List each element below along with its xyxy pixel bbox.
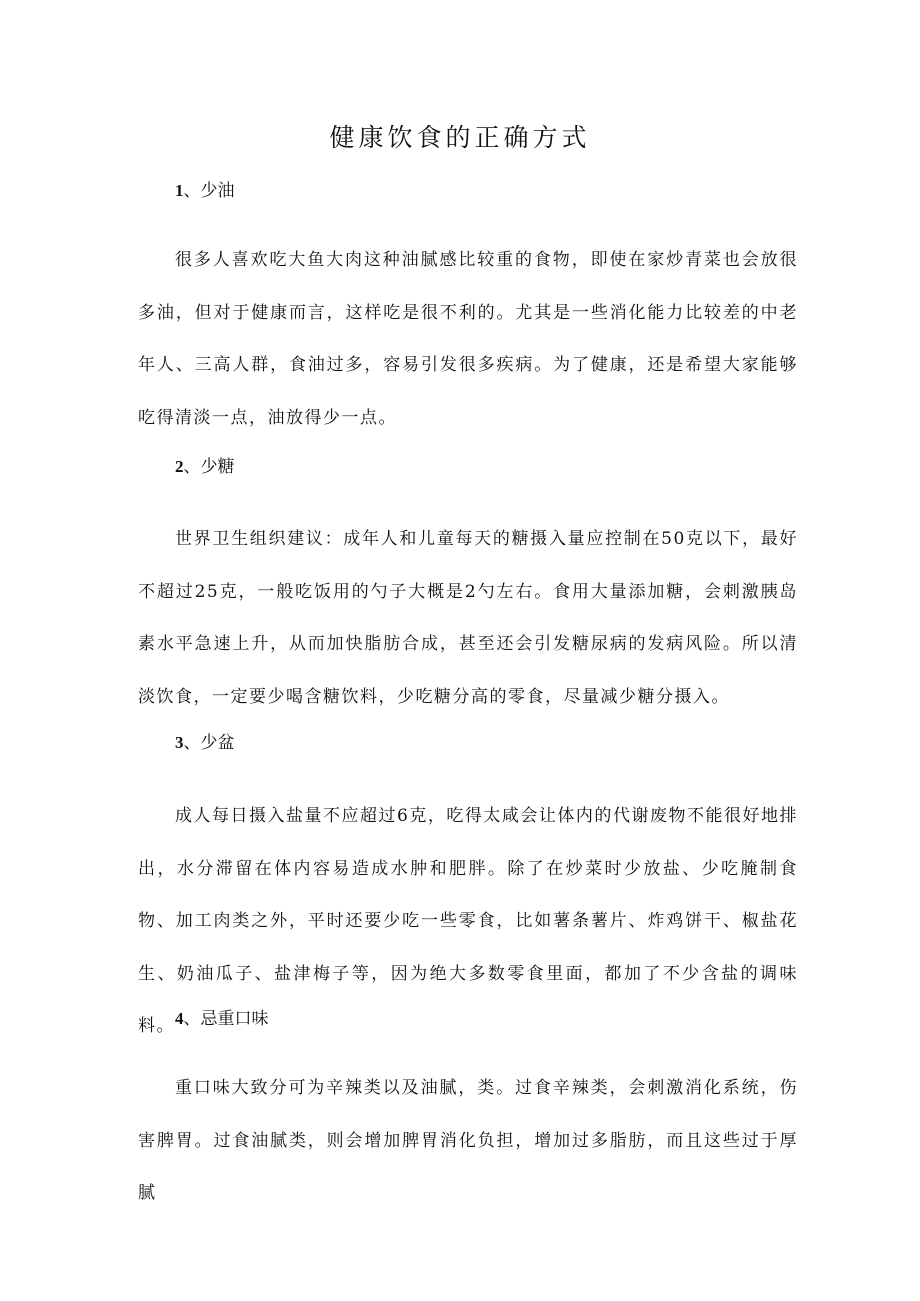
section-paragraph: 重口味大致分可为辛辣类以及油腻，类。过食辛辣类，会刺激消化系统，伤害脾胃。过食油腻类，则会增加脾胃消化负担，增加过多脂肪，而且这些过于厚腻 [138,1078,798,1203]
section-separator: 、 [183,457,201,477]
section-heading [175,452,235,482]
section-separator: 、 [183,181,201,201]
section-number: 4 [175,1009,184,1028]
document-title: 健康饮食的正确方式 [329,123,591,152]
section-number: 2 [175,457,184,476]
section-heading-text: 少糖 [200,457,235,477]
section-heading-text: 少油 [200,181,235,201]
section-heading-text: 忌重口味 [200,1009,269,1029]
section-heading [175,176,235,206]
section-paragraph: 很多人喜欢吃大鱼大肉这种油腻感比较重的食物，即使在家炒青菜也会放很多油，但对于健康而言，这样吃是很不利的。尤其是一些消化能力比较差的中老年人、三高人群，食油过多，容易引发很多疾病。为了健康，还是希望大家能够吃得清淡一点，油放得少一点。 [138,250,798,428]
section-number: 3 [175,733,184,752]
section-separator: 、 [183,733,201,753]
section-heading [175,728,235,758]
section-paragraph: 世界卫生组织建议：成年人和儿童每天的糖摄入量应控制在50克以下，最好不超过25克，一般吃饭用的勺子大概是2勺左右。食用大量添加糖，会刺激胰岛素水平急速上升，从而加快脂肪合成，甚至还会引发糖尿病的发病风险。所以清淡饮食，一定要少喝含糖饮料，少吃糖分高的零食，尽量减少糖分摄入。 [138,529,798,707]
section-paragraph: 成人每日摄入盐量不应超过6克，吃得太咸会让体内的代谢废物不能很好地排出，水分滞留在体内容易造成水肿和肥胖。除了在炒菜时少放盐、少吃腌制食物、加工肉类之外，平时还要少吃一些零食，比如薯条薯片、炸鸡饼干、椒盐花生、奶油瓜子、盐津梅子等，因为绝大多数零食里面，都加了不少含盐的调味料。 [138,806,798,1036]
section-number: 1 [175,181,184,200]
section-heading [175,1004,269,1034]
section-separator: 、 [183,1009,201,1029]
section-heading-text: 少盆 [200,733,235,753]
